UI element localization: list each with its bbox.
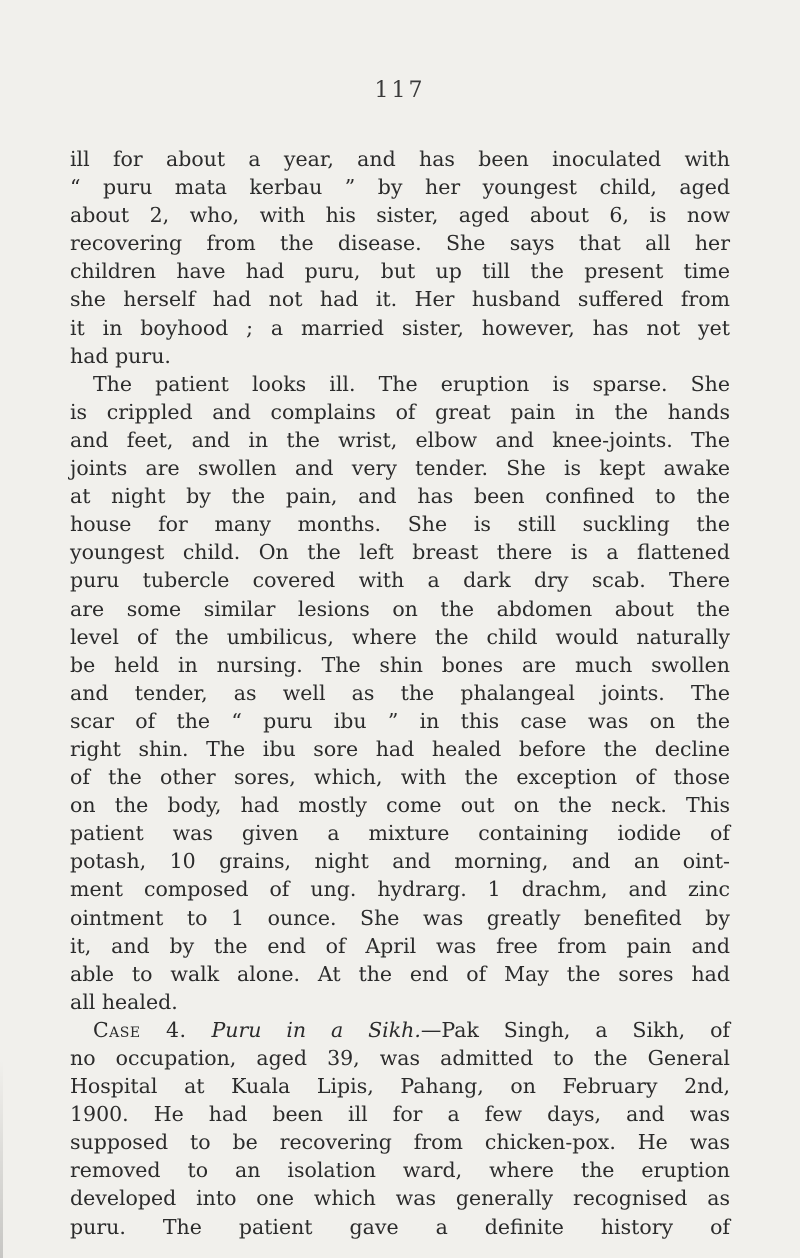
text-line: The patient looks ill. The eruption is sparse. She: [93, 371, 730, 396]
text-line: right shin. The ibu sore had healed before the decline: [70, 736, 730, 761]
page-number: 117: [374, 78, 426, 103]
text-line: be held in nursing. The shin bones are much swollen: [70, 652, 730, 677]
text-line: children have had puru, but up till the present time: [70, 259, 730, 284]
case-label: Case 4.: [93, 1017, 187, 1042]
text-line: puru. The patient gave a definite history of: [70, 1214, 730, 1239]
text-line: recovering from the disease. She says that all her: [70, 231, 730, 256]
text-line: and tender, as well as the phalangeal joints. The: [70, 680, 730, 705]
text-line: puru tubercle covered with a dark dry scab. There: [70, 568, 730, 593]
text-line: Hospital at Kuala Lipis, Pahang, on February 2nd,: [70, 1074, 730, 1099]
text-line: and feet, and in the wrist, elbow and knee-joints. The: [70, 427, 730, 452]
case-title: Puru in a Sikh.: [211, 1017, 421, 1042]
text-line: all healed.: [70, 989, 178, 1014]
case-heading-line: [70, 1016, 730, 1044]
text-line: scar of the “ puru ibu ” in this case was on the: [70, 708, 730, 733]
text-line: it in boyhood ; a married sister, however, has not yet: [70, 315, 730, 340]
text-line: ill for about a year, and has been inoculated with: [70, 147, 730, 171]
text-line: supposed to be recovering from chicken-pox. He was: [70, 1130, 730, 1155]
text-line: patient was given a mixture containing iodide of: [70, 821, 730, 846]
text-line: had puru.: [70, 343, 171, 368]
text-line: potash, 10 grains, night and morning, and an oint-: [70, 849, 730, 874]
paragraph-1: [70, 145, 730, 370]
text-line: able to walk alone. At the end of May the sores had: [70, 961, 730, 986]
text-line: 1900. He had been ill for a few days, and was: [70, 1102, 730, 1127]
text-line: removed to an isolation ward, where the eruption: [70, 1158, 730, 1183]
text-line: ointment to 1 ounce. She was greatly benefited by: [70, 905, 730, 930]
paragraph-2: [70, 370, 730, 1016]
text-line: are some similar lesions on the abdomen about the: [70, 596, 730, 621]
text-line: joints are swollen and very tender. She is kept awake: [70, 456, 730, 481]
text-line: level of the umbilicus, where the child would naturally: [70, 624, 730, 649]
text-line: ment composed of ung. hydrarg. 1 drachm, and zinc: [70, 877, 730, 902]
text-fragment: —Pak Singh, a Sikh, of: [420, 1017, 730, 1042]
text-line: about 2, who, with his sister, aged about 6, is now: [70, 203, 730, 228]
body-text: [70, 145, 730, 1241]
text-line: no occupation, aged 39, was admitted to the General: [70, 1046, 730, 1070]
page-edge-shadow: [0, 1060, 3, 1258]
text-line: “ puru mata kerbau ” by her youngest child, aged: [70, 175, 730, 200]
text-line: it, and by the end of April was free from pain and: [70, 933, 730, 958]
paragraph-case-4: [70, 1016, 730, 1241]
text-line: youngest child. On the left breast there is a flattened: [70, 540, 730, 565]
text-line: house for many months. She is still suckling the: [70, 512, 730, 537]
text-line: on the body, had mostly come out on the neck. This: [70, 793, 730, 818]
text-line: at night by the pain, and has been confined to the: [70, 484, 730, 509]
text-line: she herself had not had it. Her husband suffered from: [70, 287, 730, 312]
text-line: is crippled and complains of great pain in the hands: [70, 399, 730, 424]
text-line: developed into one which was generally recognised as: [70, 1186, 730, 1211]
text-line: of the other sores, which, with the exception of those: [70, 765, 730, 790]
